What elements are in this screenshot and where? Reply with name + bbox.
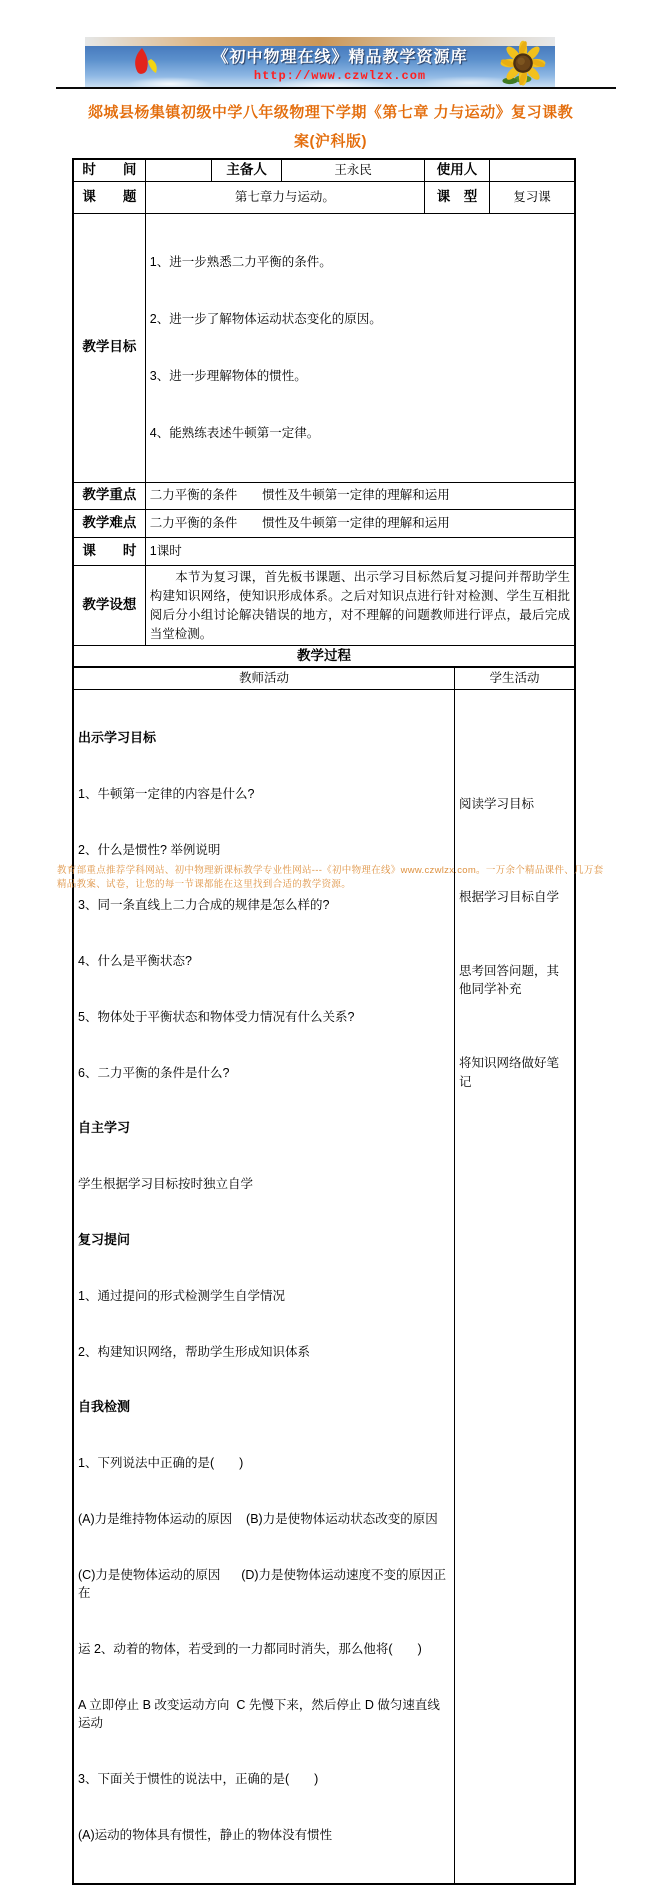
- section-title: 出示学习目标: [78, 729, 157, 745]
- type-value-cell: 复习课: [490, 181, 575, 213]
- page-title-line2: 案(沪科版): [294, 133, 367, 150]
- user-label-cell: 使用人: [424, 159, 489, 181]
- section-title: 自主学习: [78, 1120, 131, 1136]
- topic-value-cell: 第七章力与运动。: [145, 181, 424, 213]
- teacher-line: 1、下列说法中正确的是( ): [78, 1456, 244, 1471]
- site-banner: [85, 37, 555, 87]
- student-line: 将知识网络做好笔记: [459, 1055, 560, 1089]
- difficulties-label-cell: 教学难点: [73, 509, 145, 537]
- divider-line: [56, 87, 616, 89]
- teacher-line: 3、同一条直线上二力合成的规律是怎么样的?: [78, 898, 330, 913]
- teacher-line: (A)力是维持物体运动的原因 (B)力是使物体运动状态改变的原因: [78, 1511, 438, 1526]
- periods-value-cell: 1课时: [145, 537, 575, 565]
- student-line: 根据学习目标自学: [459, 889, 560, 904]
- section-title: 自我检测: [78, 1399, 131, 1415]
- difficulties-value-cell: 二力平衡的条件 惯性及牛顿第一定律的理解和运用: [145, 509, 575, 537]
- preparer-value-cell: 王永民: [282, 159, 425, 181]
- goal-line: 1、进一步熟悉二力平衡的条件。: [149, 254, 332, 269]
- site-url: http://www.czwlzx.com: [253, 69, 427, 83]
- teacher-activity-header-cell: 教师活动: [73, 667, 455, 689]
- teacher-line: 1、牛顿第一定律的内容是什么?: [78, 786, 255, 801]
- goal-line: 4、能熟练表述牛顿第一定律。: [149, 425, 320, 440]
- teacher-line: (A)运动的物体具有惯性，静止的物体没有惯性: [78, 1828, 333, 1842]
- goals-value-cell: [145, 213, 575, 482]
- lesson-process-table: [72, 666, 576, 1885]
- teacher-line: 运 2、动着的物体，若受到的一力都同时消失，那么他将( ): [78, 1642, 422, 1657]
- site-logo-icon: [129, 47, 165, 79]
- goal-line: 2、进一步了解物体运动状态变化的原因。: [149, 311, 382, 326]
- preparer-label-cell: 主备人: [212, 159, 282, 181]
- type-label-cell: 课 型: [424, 181, 489, 213]
- teacher-line: (C)力是使物体运动的原因 (D)力是使物体运动速度不变的原因正在: [78, 1567, 447, 1601]
- student-activity-header-cell: 学生活动: [455, 667, 575, 689]
- process-header-cell: 教学过程: [73, 645, 575, 667]
- lesson-info-table: [72, 158, 576, 668]
- sunflower-icon: [495, 37, 551, 93]
- teacher-line: 2、什么是惯性? 举例说明: [78, 842, 221, 857]
- teacher-line: 1、通过提问的形式检测学生自学情况: [78, 1288, 285, 1303]
- time-value-cell: [145, 159, 211, 181]
- teacher-line: 6、二力平衡的条件是什么?: [78, 1065, 230, 1080]
- goal-line: 3、进一步理解物体的惯性。: [149, 368, 307, 383]
- topic-label-cell: 课 题: [73, 181, 145, 213]
- section-title: 复习提问: [78, 1232, 131, 1247]
- teacher-line: 4、什么是平衡状态?: [78, 954, 192, 969]
- user-value-cell: [490, 159, 575, 181]
- teacher-line: 学生根据学习目标按时独立自学: [78, 1177, 254, 1192]
- site-title: 《初中物理在线》精品教学资源库: [212, 49, 468, 66]
- keypoints-label-cell: 教学重点: [73, 482, 145, 509]
- periods-label-cell: 课 时: [73, 537, 145, 565]
- page-title: [0, 98, 661, 156]
- footer-note: 教育部重点推荐学科网站、初中物理新课标教学专业性网站---《初中物理在线》www.czwlzx.com。一万余个精品课件、几万套精品教案、试卷，让您的每一节课都能在这里找到合适的教学资源。: [57, 865, 604, 890]
- plan-value-cell: 本节为复习课，首先板书课题、出示学习目标然后复习提问并帮助学生构建知识网络，使知识形成体系。之后对知识点进行针对检测、学生互相批阅后分小组讨论解决错误的地方，对不理解的问题教师进行评点，最后完成当堂检测。: [145, 565, 575, 645]
- student-line: 思考回答问题，其他同学补充: [459, 963, 560, 997]
- teacher-line: A 立即停止 B 改变运动方向 C 先慢下来，然后停止 D 做匀速直线运动: [78, 1697, 440, 1731]
- teacher-line: 5、物体处于平衡状态和物体受力情况有什么关系?: [78, 1009, 355, 1024]
- teacher-line: 3、下面关于惯性的说法中，正确的是( ): [78, 1772, 319, 1787]
- keypoints-value-cell: 二力平衡的条件 惯性及牛顿第一定律的理解和运用: [145, 482, 575, 509]
- page-title-line1: 郯城县杨集镇初级中学八年级物理下学期《第七章 力与运动》复习课教: [87, 104, 574, 121]
- goals-label-cell: 教学目标: [73, 213, 145, 482]
- plan-label-cell: 教学设想: [73, 565, 145, 645]
- student-line: 阅读学习目标: [459, 796, 535, 811]
- time-label-cell: 时 间: [73, 159, 145, 181]
- teacher-line: 2、构建知识网络，帮助学生形成知识体系: [78, 1344, 310, 1359]
